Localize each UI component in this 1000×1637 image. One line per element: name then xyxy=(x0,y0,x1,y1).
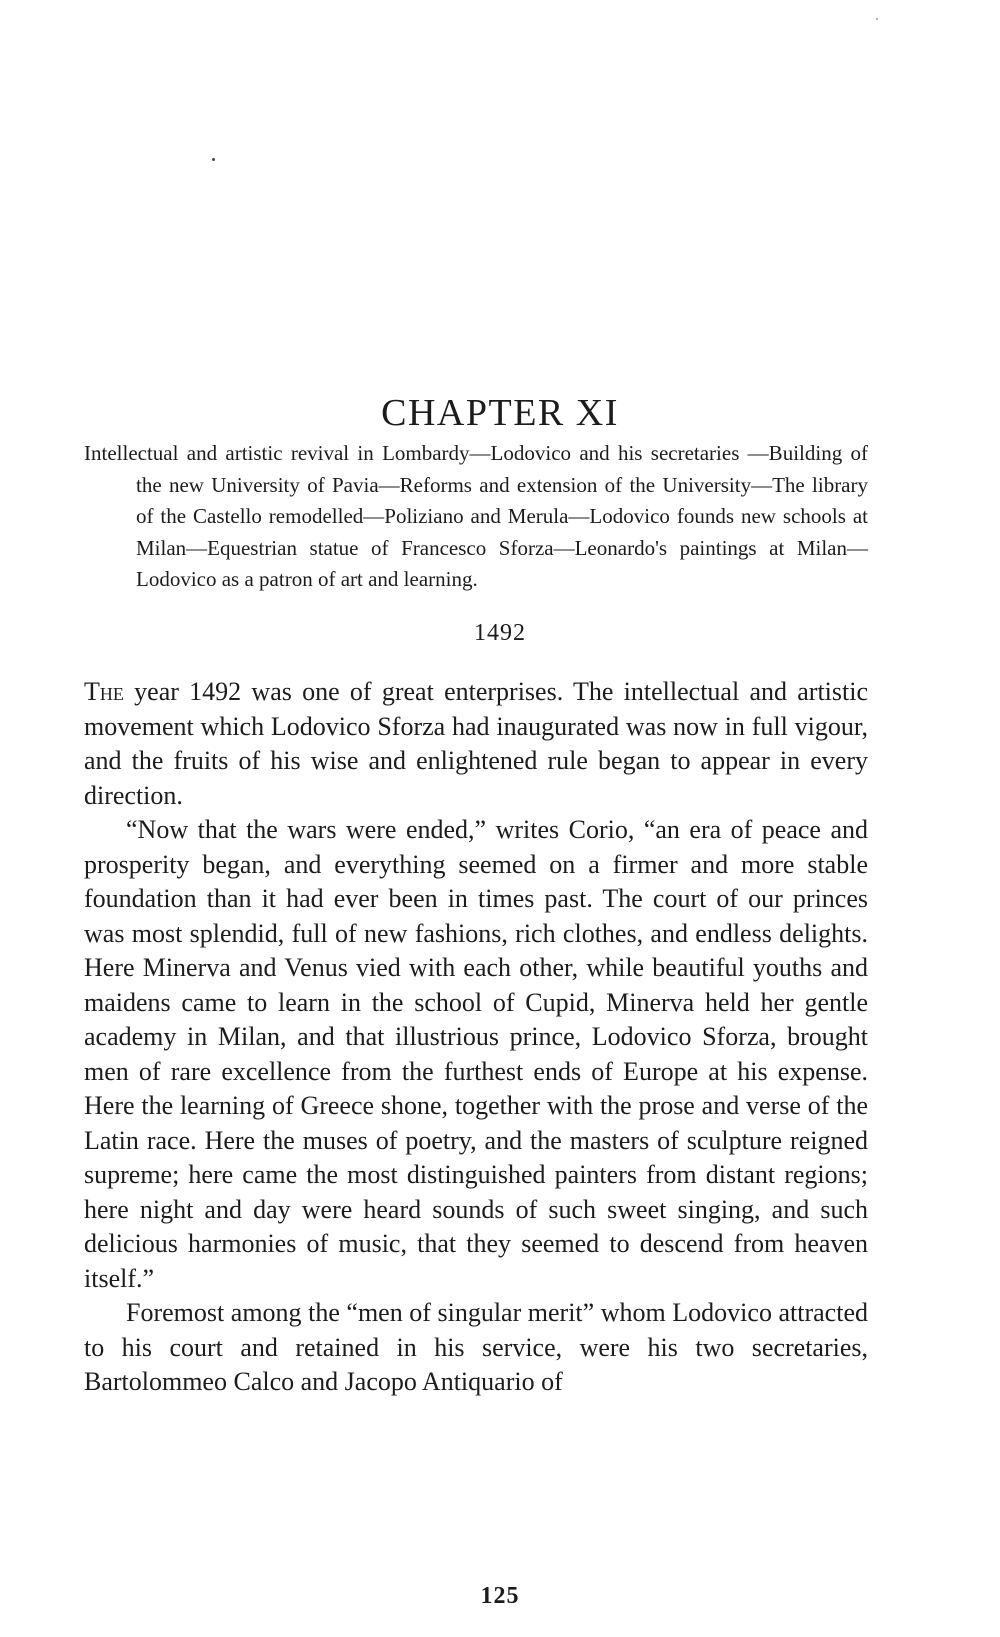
year-heading: 1492 xyxy=(474,620,526,646)
lead-word: The xyxy=(84,677,124,706)
ink-speck xyxy=(212,158,215,161)
paragraph: “Now that the wars were ended,” writes Corio, “an era of peace and prosperity began, and everything seemed on a firmer and more stable foundation than it had ever been in times past. The court of our princes was most splendid, full of new fashions, rich clothes, and endless delights. Here Minerva and Venus vied with each other, while beautiful youths and maidens came to learn in the school of Cupid, Minerva held her gentle academy in Milan, and that illustrious prince, Lodovico Sforza, brought men of rare excellence from the furthest ends of Europe at his expense. Here the learning of Greece shone, together with the prose and verse of the Latin race. Here the muses of poetry, and the masters of sculpture reigned supreme; here came the most distinguished painters from distant regions; here night and day were heard sounds of such sweet singing, and such delicious harmonies of music, that they seemed to descend from heaven itself.” xyxy=(84,815,868,1293)
body-text xyxy=(84,675,868,1400)
ink-speck xyxy=(876,18,878,20)
chapter-title: CHAPTER XI xyxy=(381,392,619,435)
chapter-summary: Intellectual and artistic revival in Lombardy—Lodovico and his secretaries —Building of the new University of Pavia—Reforms and extension of the University—The library of the Castello remodelled—Poliziano and Merula—Lodovico founds new schools at Milan—Equestrian statue of Francesco Sforza—Leonardo's paintings at Milan—Lodovico as a patron of art and learning. xyxy=(84,441,868,591)
page-number: 125 xyxy=(480,1583,520,1609)
paragraph-text: year 1492 was one of great enterprises. The intellectual and artistic movement which Lodovico Sforza had inaugurated was now in full vigour, and the fruits of his wise and enlightened rule began to appear in every direction. xyxy=(84,677,868,810)
paragraph: Foremost among the “men of singular merit” whom Lodovico attracted to his court and retained in his service, were his two secretaries, Bartolommeo Calco and Jacopo Antiquario of xyxy=(84,1298,868,1396)
paragraph xyxy=(84,675,868,813)
